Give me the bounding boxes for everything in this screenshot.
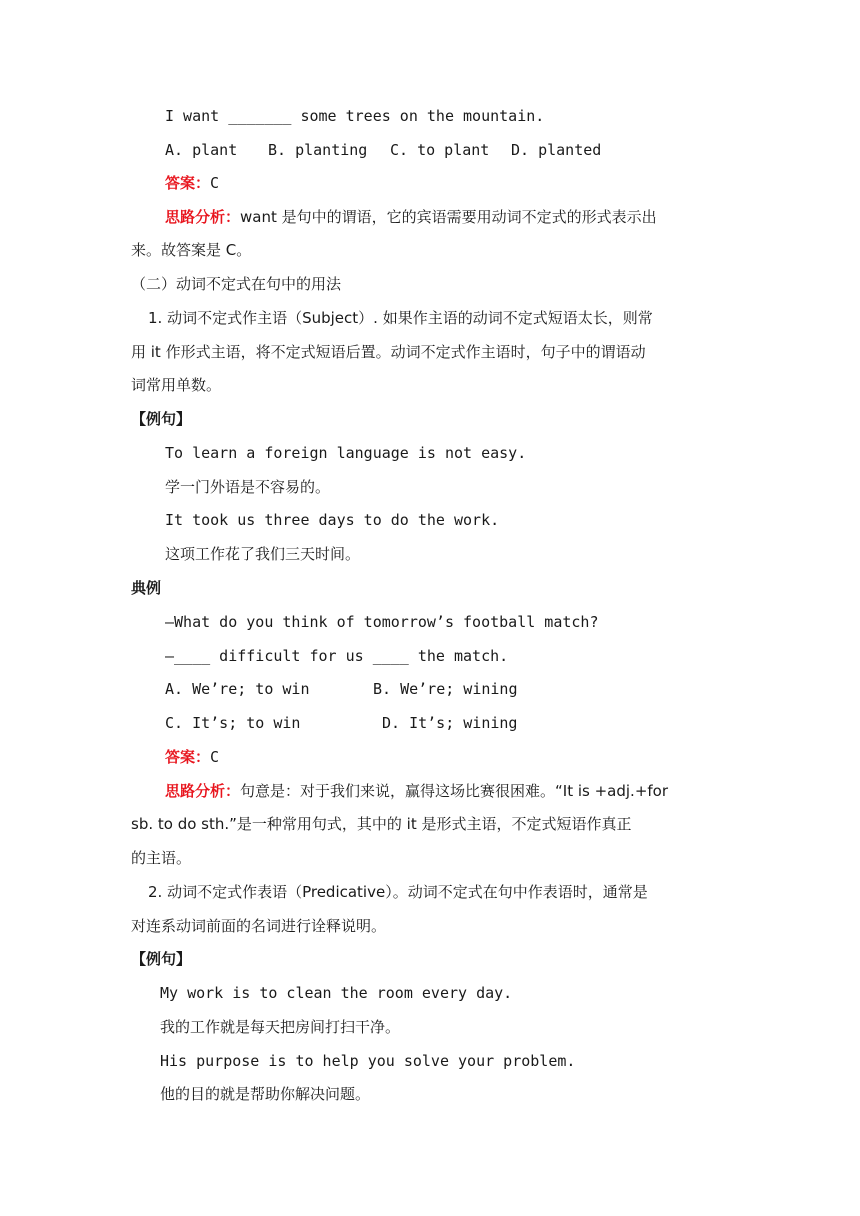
q1-stem: I want _______ some trees on the mountain. <box>165 107 545 125</box>
q2-option-d: D. It’s; wining <box>382 714 518 732</box>
analysis-label: 思路分析： <box>165 782 241 800</box>
analysis-label: 思路分析： <box>165 208 241 226</box>
q2-option-c: C. It’s; to win <box>165 714 301 732</box>
item1-line-1: 1. 动词不定式作主语（Subject）. 如果作主语的动词不定式短语太长，则常 <box>148 309 653 327</box>
q2-option-b: B. We’re; wining <box>373 680 518 698</box>
q1-analysis-line-1 <box>165 207 657 227</box>
q2-line-2: —____ difficult for us ____ the match. <box>165 647 509 665</box>
example-2-en: It took us three days to do the work. <box>165 511 500 529</box>
analysis-text: 句意是：对于我们来说，赢得这场比赛很困难。“It is +adj.+for <box>240 782 669 800</box>
item1-line-2: 用 it 作形式主语，将不定式短语后置。动词不定式作主语时，句子中的谓语动 <box>131 343 646 361</box>
example-label: 【例句】 <box>131 950 192 968</box>
typical-example-label: 典例 <box>131 579 162 597</box>
example-4-en: His purpose is to help you solve your problem. <box>160 1052 576 1070</box>
example-2-zh: 这项工作花了我们三天时间。 <box>165 545 361 563</box>
answer-value: C <box>210 174 220 192</box>
q2-answer <box>165 747 219 767</box>
item2-line-1: 2. 动词不定式作表语（Predicative）。动词不定式在句中作表语时，通常是 <box>148 883 648 901</box>
example-1-en: To learn a foreign language is not easy. <box>165 444 527 462</box>
answer-value: C <box>210 748 220 766</box>
q2-option-a: A. We’re; to win <box>165 680 310 698</box>
example-1-zh: 学一门外语是不容易的。 <box>165 478 331 496</box>
answer-label: 答案： <box>165 748 211 766</box>
example-3-zh: 我的工作就是每天把房间打扫干净。 <box>160 1018 401 1036</box>
q1-analysis-line-2: 来。故答案是 C。 <box>131 241 252 259</box>
q1-option-b: B. planting <box>268 141 368 159</box>
answer-label: 答案： <box>165 174 211 192</box>
example-3-en: My work is to clean the room every day. <box>160 984 513 1002</box>
q1-option-c: C. to plant <box>390 141 490 159</box>
item2-line-2: 对连系动词前面的名词进行诠释说明。 <box>131 917 387 935</box>
q2-line-1: —What do you think of tomorrow’s football match? <box>165 613 599 631</box>
q1-answer <box>165 173 219 193</box>
q2-analysis-line-3: 的主语。 <box>131 849 192 867</box>
q1-option-d: D. planted <box>511 141 602 159</box>
example-label: 【例句】 <box>131 410 192 428</box>
item1-line-3: 词常用单数。 <box>131 376 222 394</box>
q2-analysis-line-1 <box>165 781 668 801</box>
q1-option-a: A. plant <box>165 141 238 159</box>
section-heading: （二）动词不定式在句中的用法 <box>131 275 342 293</box>
q2-analysis-line-2: sb. to do sth.”是一种常用句式，其中的 it 是形式主语，不定式短语作真正 <box>131 815 632 833</box>
analysis-text: want 是句中的谓语，它的宾语需要用动词不定式的形式表示出 <box>240 208 657 226</box>
example-4-zh: 他的目的就是帮助你解决问题。 <box>160 1085 371 1103</box>
